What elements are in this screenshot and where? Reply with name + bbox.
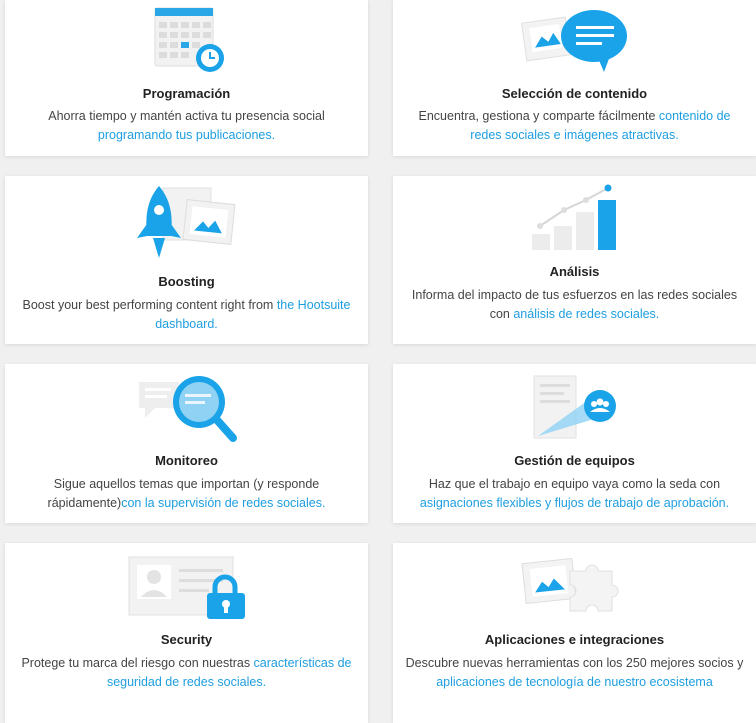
feature-card-aplicaciones xyxy=(393,543,756,723)
feature-card-gestion-equipos xyxy=(393,364,756,523)
card-description: Encuentra, gestiona y comparte fácilmente contenido de redes sociales e imágenes atractivas. xyxy=(418,109,731,142)
image-chat-bubble-icon xyxy=(520,4,630,74)
analytics-chart-icon xyxy=(530,182,620,252)
card-description: Boost your best performing content right from the Hootsuite dashboard. xyxy=(22,298,351,331)
feature-card-monitoreo xyxy=(5,364,368,523)
card-link[interactable]: asignaciones flexibles y flujos de trabajo de aprobación. xyxy=(419,496,730,510)
card-description: Haz que el trabajo en equipo vaya como la seda con asignaciones flexibles y flujos de trabajo de aprobación. xyxy=(419,477,730,510)
card-description: Informa del impacto de tus esfuerzos en las redes sociales con análisis de redes sociales. xyxy=(411,288,738,321)
card-title: Security xyxy=(160,632,213,647)
card-description: Sigue aquellos temas que importan (y responde rápidamente)con la supervisión de redes sociales. xyxy=(47,477,326,510)
calendar-clock-icon xyxy=(147,6,227,74)
card-title: Monitoreo xyxy=(155,453,218,468)
image-puzzle-icon xyxy=(520,553,630,621)
card-title: Aplicaciones e integraciones xyxy=(484,632,665,647)
card-title: Programación xyxy=(142,86,231,101)
card-link[interactable]: con la supervisión de redes sociales. xyxy=(121,496,326,510)
feature-card-security xyxy=(5,543,368,723)
card-link[interactable]: the Hootsuite dashboard. xyxy=(155,298,351,331)
feature-card-seleccion-contenido xyxy=(393,0,756,156)
feature-card-boosting xyxy=(5,176,368,344)
team-projector-icon xyxy=(530,374,620,442)
card-title: Análisis xyxy=(549,264,600,279)
id-card-lock-icon xyxy=(127,555,247,621)
card-link[interactable]: programando tus publicaciones. xyxy=(97,128,276,142)
card-link[interactable]: características de seguridad de redes sociales. xyxy=(106,656,352,689)
card-link[interactable]: análisis de redes sociales. xyxy=(513,307,660,321)
magnifier-icon xyxy=(135,372,239,442)
card-title: Gestión de equipos xyxy=(514,453,635,468)
card-description: Protege tu marca del riesgo con nuestras características de seguridad de redes sociales. xyxy=(21,656,352,689)
card-title: Selección de contenido xyxy=(501,86,648,101)
feature-card-analisis xyxy=(393,176,756,344)
card-title: Boosting xyxy=(158,274,215,289)
rocket-icon xyxy=(135,184,239,262)
feature-card-programacion xyxy=(5,0,368,156)
card-description: Ahorra tiempo y mantén activa tu presencia social programando tus publicaciones. xyxy=(48,109,325,142)
card-link[interactable]: contenido de redes sociales e imágenes atractivas. xyxy=(470,109,731,142)
card-description: Descubre nuevas herramientas con los 250 mejores socios y aplicaciones de tecnología de nuestro ecosistema xyxy=(405,656,744,689)
card-link[interactable]: aplicaciones de tecnología de nuestro ecosistema xyxy=(436,675,713,689)
